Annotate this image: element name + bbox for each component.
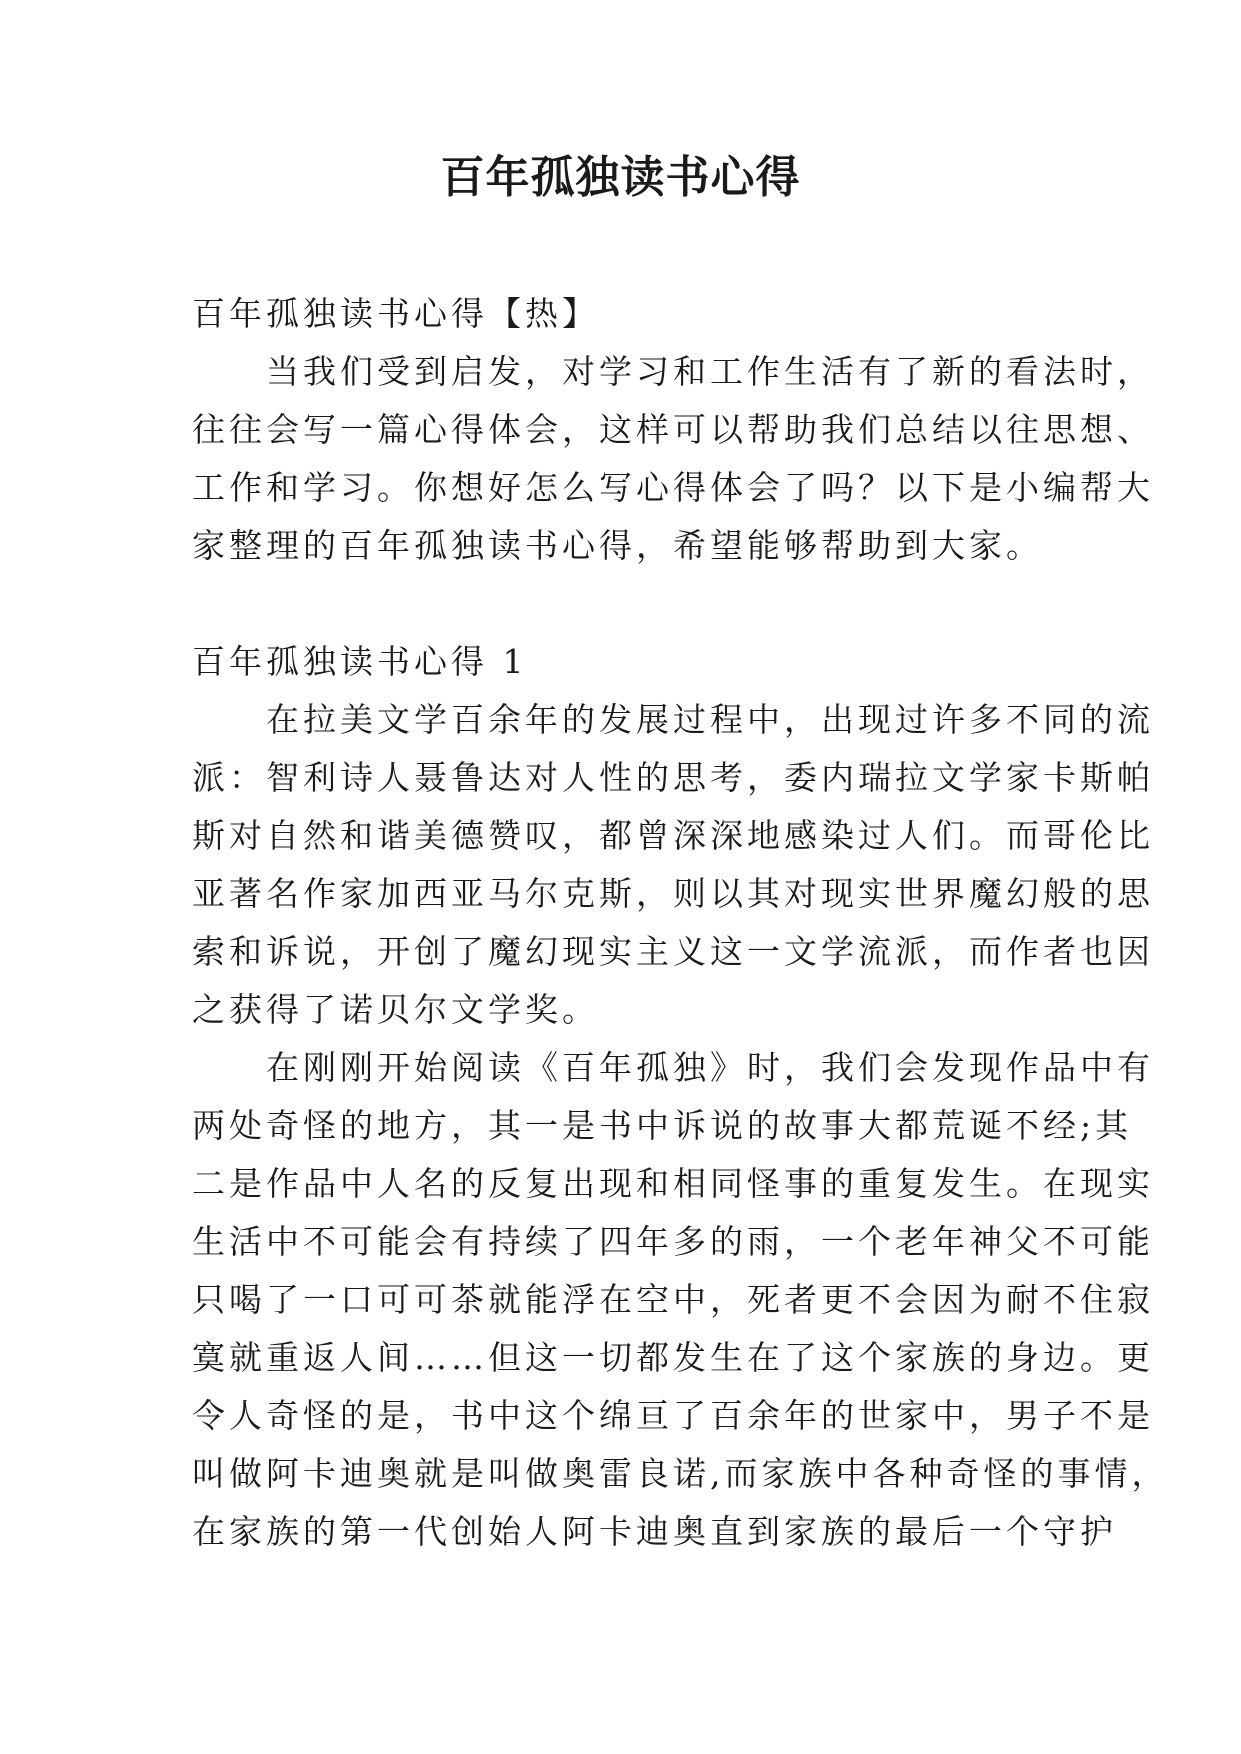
paragraph-line: 在拉美文学百余年的发展过程中，出现过许多不同的流 [192,700,1154,739]
paragraph-line: 寞就重返人间……但这一切都发生在了这个家族的身边。更 [192,1338,1154,1377]
paragraph-line: 之获得了诺贝尔文学奖。 [192,990,599,1029]
paragraph-line: 在刚刚开始阅读《百年孤独》时，我们会发现作品中有 [192,1048,1154,1087]
paragraph-line: 斯对自然和谐美德赞叹，都曾深深地感染过人们。而哥伦比 [192,816,1154,855]
paragraph-1 [192,691,1154,1039]
paragraph-2 [192,1039,1169,1561]
intro-line: 当我们受到启发，对学习和工作生活有了新的看法时， [192,352,1154,391]
paragraph-line: 生活中不可能会有持续了四年多的雨，一个老年神父不可能 [192,1222,1154,1261]
paragraph-line: 二是作品中人名的反复出现和相同怪事的重复发生。在现实 [192,1164,1154,1203]
document-title: 百年孤独读书心得 [440,152,801,203]
section-heading: 百年孤独读书心得 1 [192,642,528,681]
paragraph-line: 两处奇怪的地方，其一是书中诉说的故事大都荒诞不经;其 [192,1106,1133,1145]
paragraph-line: 只喝了一口可可茶就能浮在空中，死者更不会因为耐不住寂 [192,1280,1154,1319]
paragraph-line: 在家族的第一代创始人阿卡迪奥直到家族的最后一个守护 [192,1512,1117,1551]
paragraph-line: 派：智利诗人聂鲁达对人性的思考，委内瑞拉文学家卡斯帕 [192,758,1154,797]
intro-line: 家整理的百年孤独读书心得，希望能够帮助到大家。 [192,526,1043,565]
intro-line: 往往会写一篇心得体会，这样可以帮助我们总结以往思想、 [192,410,1154,449]
document-body [192,285,1169,1561]
paragraph-line: 叫做阿卡迪奥就是叫做奥雷良诺,而家族中各种奇怪的事情， [192,1454,1169,1493]
subtitle: 百年孤独读书心得【热】 [192,294,599,333]
paragraph-line: 索和诉说，开创了魔幻现实主义这一文学流派，而作者也因 [192,932,1154,971]
paragraph-line: 令人奇怪的是，书中这个绵亘了百余年的世家中，男子不是 [192,1396,1154,1435]
intro-paragraph [192,343,1154,575]
paragraph-line: 亚著名作家加西亚马尔克斯，则以其对现实世界魔幻般的思 [192,874,1154,913]
blank-line [192,575,1054,633]
intro-line: 工作和学习。你想好怎么写心得体会了吗？以下是小编帮大 [192,468,1154,507]
